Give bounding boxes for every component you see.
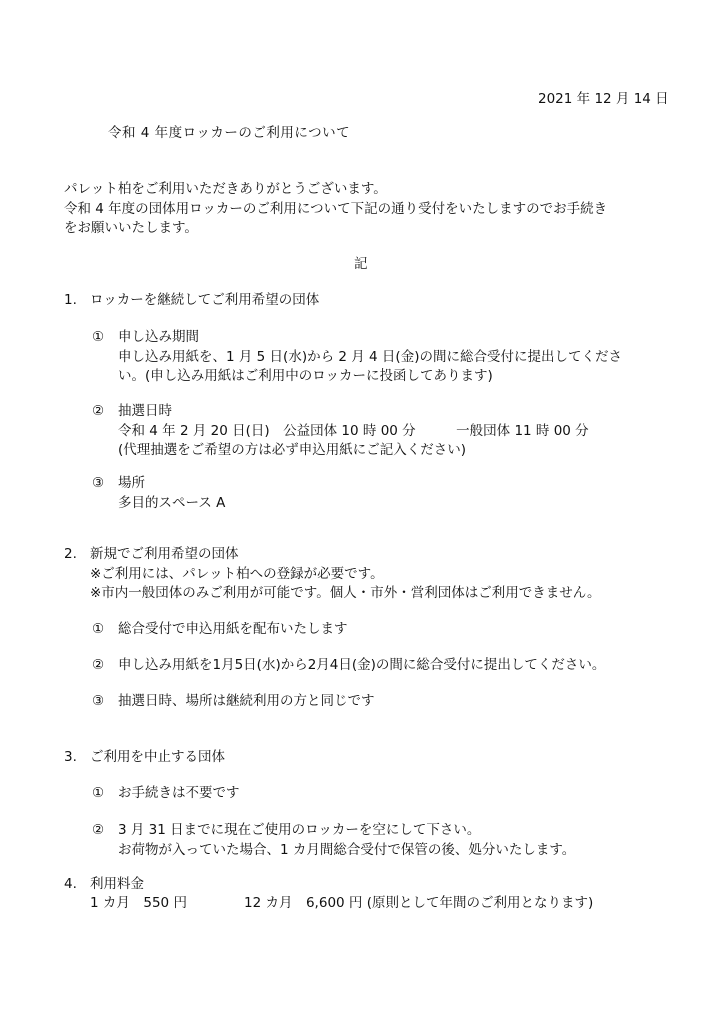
section-1-heading [64, 291, 319, 311]
fee-monthly: 1 カ月 550 円 [90, 895, 187, 911]
item-number: ② [92, 822, 105, 838]
section-number: 4. [64, 876, 77, 892]
item-label: 場所 [118, 475, 145, 491]
section-title: 新規でご利用希望の団体 [90, 546, 239, 562]
item-number: ③ [92, 693, 105, 709]
s2-item-2 [92, 656, 605, 676]
item-detail: 多目的スペース A [118, 494, 226, 511]
section-2 [64, 545, 601, 604]
item-detail: (代理抽選をご希望の方は必ず申込用紙にご記入ください) [118, 442, 467, 459]
note: ※ご利用には、パレット柏への登録が必要です。 [90, 565, 384, 582]
ki-heading: 記 [354, 256, 368, 272]
note: ※市内一般団体のみご利用が可能です。個人・市外・営利団体はご利用できません。 [90, 585, 601, 602]
item-label: 申し込み期間 [118, 329, 199, 345]
document-title: 令和 4 年度ロッカーのご利用について [108, 125, 351, 141]
intro-line: をお願いいたします。 [64, 220, 198, 237]
intro-line: 令和 4 年度の団体用ロッカーのご利用について下記の通り受付をいたしますのでお手続き [64, 200, 608, 217]
item-number: ① [92, 621, 105, 637]
item-detail: お荷物が入っていた場合、1 カ月間総合受付で保管の後、処分いたします。 [118, 841, 576, 858]
item-text: 抽選日時、場所は継続利用の方と同じです [118, 693, 375, 709]
item-number: ① [92, 329, 105, 345]
fee-yearly: 12 カ月 6,600 円 (原則として年間のご利用となります) [244, 895, 594, 911]
s2-item-3 [92, 692, 375, 712]
section-number: 3. [64, 749, 77, 765]
item-number: ③ [92, 475, 105, 491]
s1-item-2 [92, 402, 589, 461]
item-number: ① [92, 785, 105, 801]
item-detail: 令和 4 年 2 月 20 日(日) 公益団体 10 時 00 分 一般団体 11 時 00 分 [118, 422, 589, 439]
section-number: 2. [64, 546, 77, 562]
item-text: お手続きは不要です [118, 785, 240, 801]
s1-item-3 [92, 474, 225, 513]
s1-item-1 [92, 328, 622, 387]
section-title: 利用料金 [90, 876, 144, 892]
item-text: 総合受付で申込用紙を配布いたします [118, 621, 348, 637]
section-title: ご利用を中止する団体 [90, 749, 225, 765]
item-number: ② [92, 403, 105, 419]
document-date: 2021 年 12 月 14 日 [538, 91, 669, 107]
section-number: 1. [64, 292, 77, 308]
section-4 [64, 875, 144, 895]
item-text: 申し込み用紙を1月5日(水)から2月4日(金)の間に総合受付に提出してください。 [118, 657, 606, 673]
item-detail: い。(申し込み用紙はご利用中のロッカーに投函してあります) [118, 368, 493, 385]
item-detail: 申し込み用紙を、1 月 5 日(水)から 2 月 4 日(金)の間に総合受付に提出してくださ [118, 348, 622, 365]
item-number: ② [92, 657, 105, 673]
s3-item-2 [92, 821, 575, 860]
section-3-heading [64, 748, 225, 768]
item-text: 3 月 31 日までに現在ご使用のロッカーを空にして下さい。 [118, 822, 481, 838]
s2-item-1 [92, 620, 348, 640]
intro-paragraph [64, 180, 607, 239]
section-title: ロッカーを継続してご利用希望の団体 [90, 292, 320, 308]
s3-item-1 [92, 784, 240, 804]
intro-line: パレット柏をご利用いただきありがとうございます。 [64, 181, 387, 197]
item-label: 抽選日時 [118, 403, 172, 419]
